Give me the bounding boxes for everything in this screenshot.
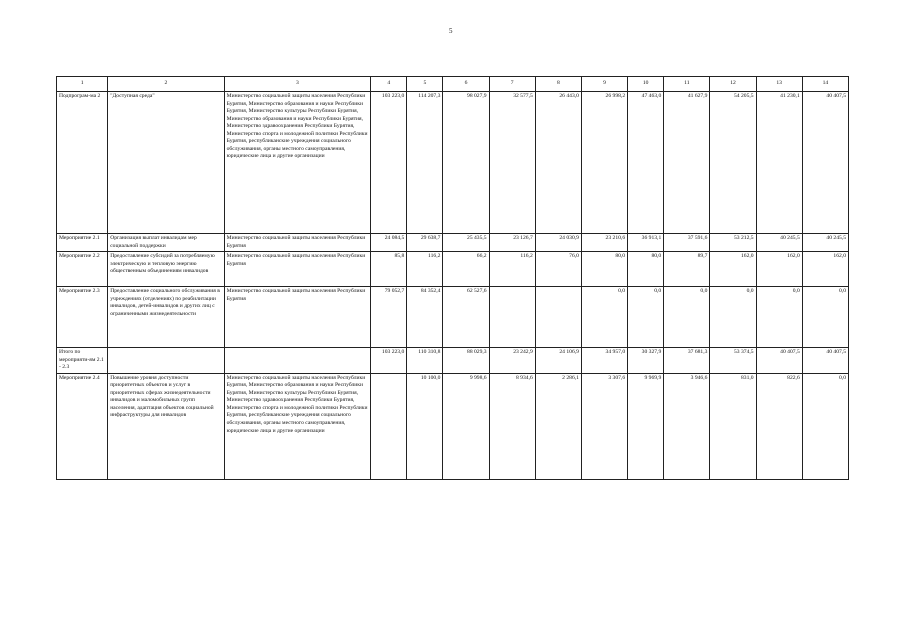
- value-cell: [489, 287, 535, 348]
- value-cell: 98 027,9: [443, 92, 489, 234]
- row-executor: Министерство социальной защиты населения Республики Бурятия: [224, 252, 371, 287]
- value-cell: 110 310,8: [407, 348, 443, 374]
- value-cell: 40 245,5: [802, 234, 848, 252]
- value-cell: 23 210,6: [581, 234, 627, 252]
- header-cell: 8: [535, 77, 581, 92]
- value-cell: 79 052,7: [371, 287, 407, 348]
- value-cell: 85,8: [371, 252, 407, 287]
- value-cell: 26 998,2: [581, 92, 627, 234]
- table-header-row: [57, 77, 849, 92]
- table-row: [57, 252, 849, 287]
- value-cell: 40 407,5: [802, 348, 848, 374]
- value-cell: 76,0: [535, 252, 581, 287]
- value-cell: 53 374,5: [710, 348, 756, 374]
- value-cell: 80,0: [628, 252, 664, 287]
- header-cell: 2: [108, 77, 224, 92]
- value-cell: 41 230,1: [756, 92, 802, 234]
- row-code: Мероприятие 2.3: [57, 287, 108, 348]
- value-cell: 24 030,9: [535, 234, 581, 252]
- value-cell: 34 957,0: [581, 348, 627, 374]
- row-code: Итого по мероприяти-ям 2.1 - 2.3: [57, 348, 108, 374]
- value-cell: 53 212,5: [710, 234, 756, 252]
- header-cell: 10: [628, 77, 664, 92]
- value-cell: 66,2: [443, 252, 489, 287]
- value-cell: 103 223,0: [371, 92, 407, 234]
- program-table: [56, 76, 849, 480]
- value-cell: 116,2: [407, 252, 443, 287]
- row-executor: Министерство социальной защиты населения Республики Бурятия: [224, 234, 371, 252]
- value-cell: 822,6: [756, 373, 802, 479]
- value-cell: 2 286,1: [535, 373, 581, 479]
- value-cell: 24 084,5: [371, 234, 407, 252]
- value-cell: 36 913,1: [628, 234, 664, 252]
- value-cell: [371, 373, 407, 479]
- value-cell: 3 307,6: [581, 373, 627, 479]
- value-cell: 24 106,9: [535, 348, 581, 374]
- value-cell: 80,0: [581, 252, 627, 287]
- value-cell: 40 407,5: [756, 348, 802, 374]
- row-name: Предоставление субсидий за потребляемую электрическую и тепловую энергию общественным объединениям инвалидов: [108, 252, 224, 287]
- value-cell: 162,0: [710, 252, 756, 287]
- value-cell: 0,0: [710, 287, 756, 348]
- value-cell: [535, 287, 581, 348]
- row-name: Предоставление социального обслуживания в учреждениях (отделениях) по реабилитации инвалидов, детей-инвалидов и других лиц с ограниченными жизнедеятельности: [108, 287, 224, 348]
- row-code: Мероприятие 2.2: [57, 252, 108, 287]
- value-cell: 0,0: [664, 287, 710, 348]
- header-cell: 9: [581, 77, 627, 92]
- value-cell: 25 435,5: [443, 234, 489, 252]
- page-number: 5: [449, 27, 453, 35]
- value-cell: 0,0: [756, 287, 802, 348]
- value-cell: 30 327,9: [628, 348, 664, 374]
- value-cell: 29 638,7: [407, 234, 443, 252]
- value-cell: 9 998,6: [443, 373, 489, 479]
- value-cell: 37 681,3: [664, 348, 710, 374]
- header-cell: 3: [224, 77, 371, 92]
- value-cell: 114 207,3: [407, 92, 443, 234]
- value-cell: 37 591,6: [664, 234, 710, 252]
- header-cell: 5: [407, 77, 443, 92]
- row-executor: Министерство социальной защиты населения Республики Бурятия, Министерство образования и науки Республики Бурятия, Министерство культуры Республики Бурятия, Министерство образования и науки Республики Бурятия, Министерство здравоохранения Республики Бурятия, Министерство спорта и молодежной политики Республики Бурятия, республиканские учреждения социального обслуживания, органы местного самоуправления, юридические лица и другие организации: [224, 92, 371, 234]
- header-cell: 1: [57, 77, 108, 92]
- value-cell: 0,0: [802, 373, 848, 479]
- value-cell: 84 352,4: [407, 287, 443, 348]
- value-cell: 54 205,5: [710, 92, 756, 234]
- value-cell: 0,0: [802, 287, 848, 348]
- value-cell: 41 627,9: [664, 92, 710, 234]
- row-name: Повышение уровня доступности приоритетных объектов и услуг в приоритетных сферах жизнедеятельности инвалидов и маломобильных групп населения, адаптация объектов социальной инфраструктуры для инвалидов: [108, 373, 224, 479]
- value-cell: 9 969,9: [628, 373, 664, 479]
- header-cell: 12: [710, 77, 756, 92]
- row-executor: Министерство социальной защиты населения Республики Бурятия, Министерство образования и науки Республики Бурятия, Министерство культуры Республики Бурятия, Министерство здравоохранения Республики Бурятия, Министерство спорта и молодежной политики Республики Бурятия, республиканские учреждения социального обслуживания, органы местного самоуправления, юридические лица и другие организации: [224, 373, 371, 479]
- row-executor: [224, 348, 371, 374]
- table-row: [57, 92, 849, 234]
- value-cell: 32 577,5: [489, 92, 535, 234]
- header-cell: 4: [371, 77, 407, 92]
- value-cell: 23 126,7: [489, 234, 535, 252]
- value-cell: 23 242,9: [489, 348, 535, 374]
- header-cell: 6: [443, 77, 489, 92]
- table-row-total: [57, 348, 849, 374]
- value-cell: 162,0: [756, 252, 802, 287]
- value-cell: 103 223,0: [371, 348, 407, 374]
- value-cell: 47 463,0: [628, 92, 664, 234]
- value-cell: 40 245,5: [756, 234, 802, 252]
- value-cell: 89,7: [664, 252, 710, 287]
- value-cell: 116,2: [489, 252, 535, 287]
- row-code: Подпрограм-ма 2: [57, 92, 108, 234]
- value-cell: 8 934,6: [489, 373, 535, 479]
- value-cell: 62 527,6: [443, 287, 489, 348]
- header-cell: 13: [756, 77, 802, 92]
- row-code: Мероприятие 2.4: [57, 373, 108, 479]
- table-row: [57, 287, 849, 348]
- row-executor: Министерство социальной защиты населения Республики Бурятия: [224, 287, 371, 348]
- value-cell: 0,0: [581, 287, 627, 348]
- value-cell: 162,0: [802, 252, 848, 287]
- value-cell: 26 443,0: [535, 92, 581, 234]
- header-cell: 14: [802, 77, 848, 92]
- header-cell: 11: [664, 77, 710, 92]
- table-row: [57, 373, 849, 479]
- value-cell: 3 946,6: [664, 373, 710, 479]
- value-cell: 88 029,3: [443, 348, 489, 374]
- row-name: "Доступная среда": [108, 92, 224, 234]
- row-name: [108, 348, 224, 374]
- row-name: Организация выплат инвалидам мер социальной поддержки: [108, 234, 224, 252]
- value-cell: 40 407,5: [802, 92, 848, 234]
- value-cell: 0,0: [628, 287, 664, 348]
- value-cell: 10 100,0: [407, 373, 443, 479]
- value-cell: 831,0: [710, 373, 756, 479]
- row-code: Мероприятие 2.1: [57, 234, 108, 252]
- table-row: [57, 234, 849, 252]
- header-cell: 7: [489, 77, 535, 92]
